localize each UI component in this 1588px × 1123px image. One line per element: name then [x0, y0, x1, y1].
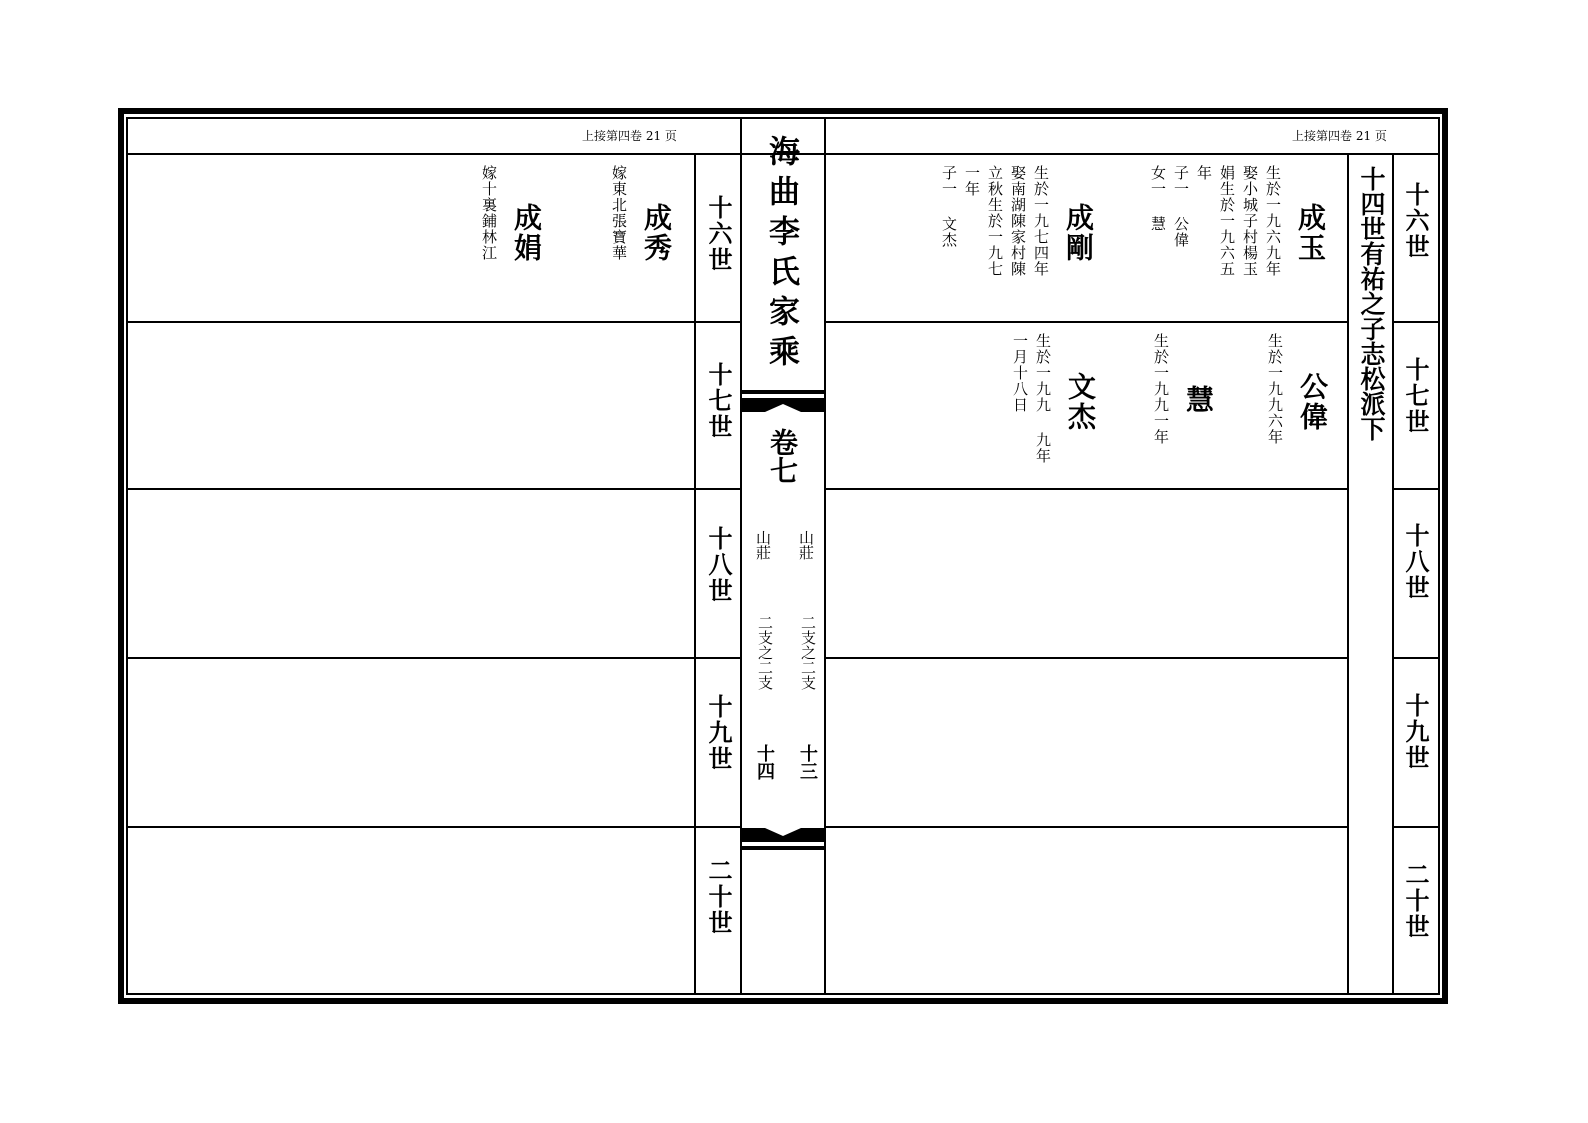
spine-place: 山莊: [754, 530, 772, 560]
member-children: 子一 文杰: [940, 165, 958, 248]
member-detail: 生於一九七四年: [1032, 165, 1050, 277]
spine-left-border: [740, 118, 742, 994]
spine-right-border: [824, 118, 826, 994]
spine-title: 海曲李氏家乘: [763, 135, 799, 375]
right-gen-label-19: 十九世: [1401, 693, 1430, 771]
left-row-rule-1: [127, 321, 740, 323]
member-children: 女一 慧: [1149, 165, 1167, 232]
left-row-rule-2: [127, 488, 740, 490]
member-name: 成秀: [640, 203, 673, 263]
member-detail: 生於一九九 九年: [1034, 333, 1052, 464]
right-row-rule-1: [826, 321, 1347, 323]
member-name: 成玉: [1294, 203, 1327, 263]
left-row-rule-4: [127, 826, 740, 828]
right-gen-column-border: [1392, 154, 1394, 994]
right-branch-column-left-border: [1347, 154, 1349, 994]
member-children: 子一 公偉: [1172, 165, 1190, 248]
left-gen-label-19: 十九世: [704, 694, 733, 772]
spine-fishtail-bottom: [741, 824, 825, 854]
branch-title: 十四世有祐之子志松派下: [1357, 166, 1386, 441]
right-row-rule-4: [826, 826, 1347, 828]
right-row-rule-3: [826, 657, 1347, 659]
spine-number: 十三: [797, 744, 818, 780]
left-header-note: 上接第四卷 21 页: [582, 129, 677, 143]
right-gen-label-17: 十七世: [1401, 357, 1430, 435]
member-detail: 一年: [963, 165, 981, 197]
spine-place: 山莊: [797, 530, 815, 560]
left-gen-label-18: 十八世: [704, 526, 733, 604]
right-gen-label-20: 二十世: [1401, 862, 1430, 940]
left-gen-label-20: 二十世: [704, 858, 733, 936]
member-detail: 年: [1195, 165, 1213, 181]
right-gen-rule-2: [1393, 488, 1439, 490]
left-row-rule-3: [127, 657, 740, 659]
member-name: 文杰: [1064, 372, 1097, 432]
member-detail: 生於一九六九年: [1264, 165, 1282, 277]
member-detail: 生於一九九六年: [1266, 333, 1284, 445]
member-name: 成娟: [510, 203, 543, 263]
member-name: 慧: [1182, 385, 1215, 415]
right-gen-label-16: 十六世: [1401, 182, 1430, 260]
member-name: 公偉: [1296, 372, 1329, 432]
member-detail: 嫁東北張寶華: [610, 165, 628, 261]
member-detail: 立秋生於一九七: [986, 165, 1004, 277]
member-name: 成剛: [1062, 203, 1095, 263]
left-gen-label-17: 十七世: [704, 362, 733, 440]
member-detail: 娶南湖陳家村陳: [1009, 165, 1027, 277]
left-gen-label-16: 十六世: [704, 195, 733, 273]
member-detail: 嫁十裏鋪林江: [480, 165, 498, 261]
member-detail: 生於一九九一年: [1152, 333, 1170, 445]
spine-branch: 二支之二支: [799, 615, 817, 690]
left-gen-column-border: [694, 154, 696, 994]
spine-fishtail-top: [741, 390, 825, 420]
right-row-rule-2: [826, 488, 1347, 490]
spine-volume: 卷七: [766, 428, 799, 484]
member-detail: 娟生於一九六五: [1218, 165, 1236, 277]
right-header-note: 上接第四卷 21 页: [1292, 129, 1387, 143]
right-gen-rule-3: [1393, 657, 1439, 659]
spine-branch: 二支之二支: [756, 615, 774, 690]
right-gen-rule-4: [1393, 826, 1439, 828]
member-detail: 一月十八日: [1011, 333, 1029, 413]
right-gen-label-18: 十八世: [1401, 523, 1430, 601]
spine-number: 十四: [754, 744, 775, 780]
right-gen-rule-1: [1393, 321, 1439, 323]
member-detail: 娶小城子村楊玉: [1241, 165, 1259, 277]
